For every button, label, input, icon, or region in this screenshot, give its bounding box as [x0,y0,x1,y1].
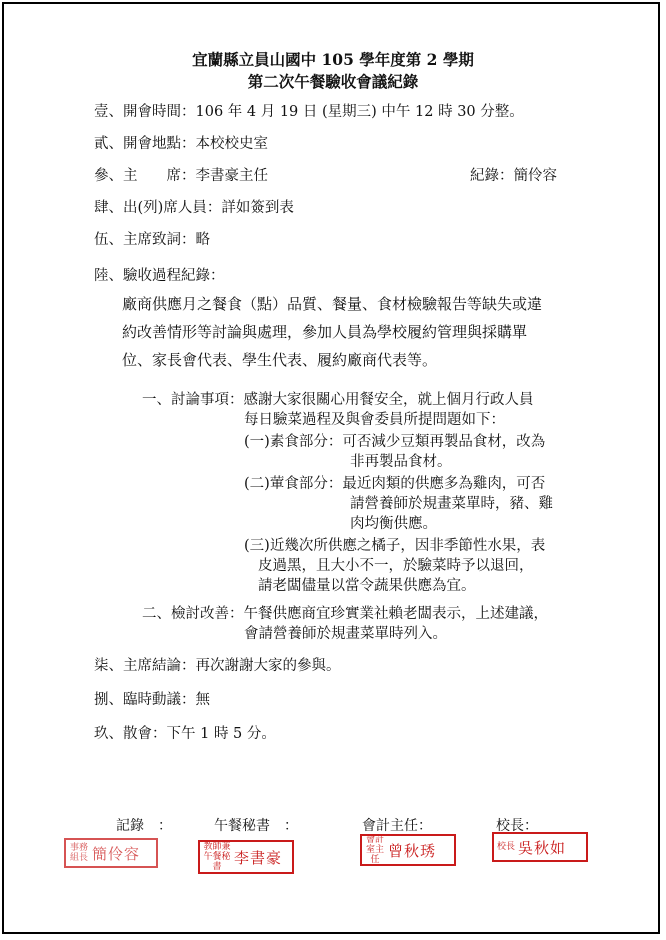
discussion-line: 每日驗菜過程及與會委員所提問題如下： [244,412,505,428]
process-para-line: 約改善情形等討論與處理，參加人員為學校履約管理與採購單 [122,323,528,341]
discussion-sub1: 非再製品食材。 [350,454,452,470]
secretary-seal: 教師兼午餐秘書 李書豪 [198,840,294,874]
document-title: 宜蘭縣立員山國中 105 學年度第 2 學期 [192,50,474,69]
review-line: 二、檢討改善：午餐供應商宜珍實業社賴老闆表示，上述建議， [142,606,548,622]
meeting-attendees: 肆、出(列)席人員：詳如簽到表 [94,200,294,216]
process-para-line: 廠商供應月之餐食（點）品質、餐量、食材檢驗報告等缺失或違 [122,295,543,313]
accountant-seal: 會計室主任 曾秋琇 [360,834,456,866]
signature-label-secretary: 午餐秘書 ： [214,818,298,834]
meeting-chair: 參、主 席：李書豪主任 [94,168,268,184]
discussion-sub2: 請營養師於規畫菜單時，豬、雞 [350,496,553,512]
adjournment: 玖、散會：下午 1 時 5 分。 [94,726,276,742]
signature-label-recorder: 記錄 ： [116,818,172,834]
document-subtitle: 第二次午餐驗收會議紀錄 [247,72,419,91]
review-line: 會請營養師於規畫菜單時列入。 [244,626,447,642]
principal-seal: 校長 吳秋如 [492,832,588,862]
discussion-sub2: (二)葷食部分：最近肉類的供應多為雞肉，可否 [244,476,546,492]
discussion-sub3: (三)近幾次所供應之橘子，因非季節性水果，表 [244,538,546,554]
discussion-sub3: 請老闆儘量以當令蔬果供應為宜。 [258,578,476,594]
meeting-time: 壹、開會時間：106 年 4 月 19 日 (星期三) 中午 12 時 30 分整。 [94,104,524,120]
signature-label-principal: 校長： [496,818,538,834]
discussion-sub3: 皮過黑，且大小不一，於驗菜時予以退回， [258,558,534,574]
signature-label-accountant: 會計主任： [362,818,432,834]
process-heading: 陸、驗收過程紀錄： [94,268,225,284]
meeting-recorder: 紀錄：簡伶容 [470,168,557,184]
discussion-line: 一、討論事項：感謝大家很關心用餐安全，就上個月行政人員 [142,392,534,408]
recorder-seal: 事務組長 簡伶容 [64,838,158,868]
extempore-motion: 捌、臨時動議：無 [94,692,210,708]
process-para-line: 位、家長會代表、學生代表、履約廠商代表等。 [122,351,438,369]
meeting-place: 貳、開會地點：本校校史室 [94,136,268,152]
discussion-sub2: 肉均衡供應。 [350,516,437,532]
chair-speech: 伍、主席致詞：略 [94,232,210,248]
chair-conclusion: 柒、主席結論：再次謝謝大家的參與。 [94,658,341,674]
discussion-sub1: (一)素食部分：可否減少豆類再製品食材，改為 [244,434,546,450]
